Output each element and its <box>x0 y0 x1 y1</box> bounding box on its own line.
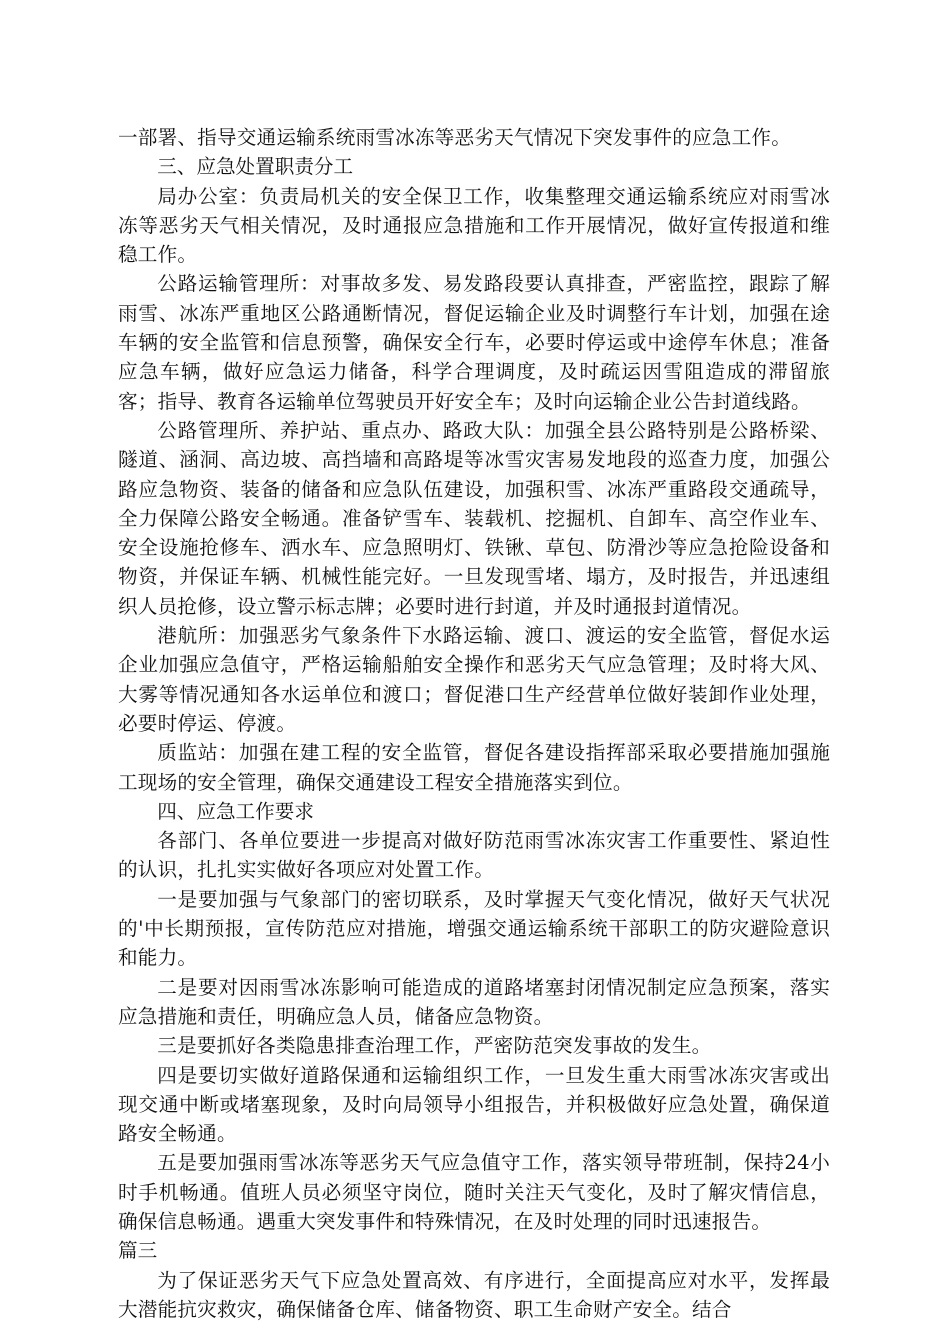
duty-paragraph-quality-supervision: 质监站：加强在建工程的安全监管，督促各建设指挥部采取必要措施加强施工现场的安全管理，确保交通建设工程安全措施落实到位。 <box>118 741 830 794</box>
requirement-paragraph-1: 一是要加强与气象部门的密切联系，及时掌握天气变化情况，做好天气状况的'中长期预报，宣传防范应对措施，增强交通运输系统干部职工的防灾避险意识和能力。 <box>118 887 830 970</box>
section-heading-3: 三、应急处置职责分工 <box>157 155 354 179</box>
closing-paragraph: 为了保证恶劣天气下应急处置高效、有序进行，全面提高应对水平，发挥最大潜能抗灾救灾，确保储备仓库、储备物资、职工生命财产安全。结合 <box>118 1268 830 1321</box>
duty-paragraph-office: 局办公室：负责局机关的安全保卫工作，收集整理交通运输系统应对雨雪冰冻等恶劣天气相关情况，及时通报应急措施和工作开展情况，做好宣传报道和维稳工作。 <box>118 184 830 267</box>
opening-line: 一部署、指导交通运输系统雨雪冰冻等恶劣天气情况下突发事件的应急工作。 <box>118 126 791 149</box>
requirement-paragraph-3: 三是要抓好各类隐患排查治理工作，严密防范突发事故的发生。 <box>157 1034 712 1058</box>
section-heading-4: 四、应急工作要求 <box>157 799 314 823</box>
requirement-paragraph-5: 五是要加强雨雪冰冻等恶劣天气应急值守工作，落实领导带班制，保持24小时手机畅通。值班人员必须坚守岗位，随时关注天气变化，及时了解灾情信息，确保信息畅通。遇重大突发事件和特殊情况，在及时处理的同时迅速报告。 <box>118 1151 830 1233</box>
document-page <box>118 123 830 1324</box>
duty-paragraph-port-navigation: 港航所：加强恶劣气象条件下水路运输、渡口、渡运的安全监管，督促水运企业加强应急值守，严格运输船舶安全操作和恶劣天气应急管理；及时将大风、大雾等情况通知各水运单位和渡口；督促港口生产经营单位做好装卸作业处理，必要时停运、停渡。 <box>118 624 830 735</box>
requirement-paragraph-intro: 各部门、各单位要进一步提高对做好防范雨雪冰冻灾害工作重要性、紧迫性的认识，扎扎实实做好各项应对处置工作。 <box>118 829 830 882</box>
section-label-part-three: 篇三 <box>118 1239 158 1263</box>
requirement-paragraph-4: 四是要切实做好道路保通和运输组织工作，一旦发生重大雨雪冰冻灾害或出现交通中断或堵塞现象，及时向局领导小组报告，并积极做好应急处置，确保道路安全畅通。 <box>118 1063 830 1146</box>
duty-paragraph-road-transport: 公路运输管理所：对事故多发、易发路段要认真排查，严密监控，跟踪了解雨雪、冰冻严重地区公路通断情况，督促运输企业及时调整行车计划，加强在途车辆的安全监管和信息预警，确保安全行车，必要时停运或中途停车休息；准备应急车辆，做好应急运力储备，科学合理调度，及时疏运因雪阻造成的滞留旅客；指导、教育各运输单位驾驶员开好安全车；及时向运输企业公告封道线路。 <box>118 272 830 413</box>
duty-paragraph-road-management: 公路管理所、养护站、重点办、路政大队：加强全县公路特别是公路桥梁、隧道、涵洞、高边坡、高挡墙和高路堤等冰雪灾害易发地段的巡查力度，加强公路应急物资、装备的储备和应急队伍建设，加强积雪、冰冻严重路段交通疏导，全力保障公路安全畅通。准备铲雪车、装载机、挖掘机、自卸车、高空作业车、安全设施抢修车、洒水车、应急照明灯、铁锹、草包、防滑沙等应急抢险设备和物资，并保证车辆、机械性能完好。一旦发现雪堵、塌方，及时报告，并迅速组织人员抢修，设立警示标志牌；必要时进行封道，并及时通报封道情况。 <box>118 418 830 618</box>
requirement-paragraph-2: 二是要对因雨雪冰冻影响可能造成的道路堵塞封闭情况制定应急预案，落实应急措施和责任，明确应急人员，储备应急物资。 <box>118 975 830 1028</box>
